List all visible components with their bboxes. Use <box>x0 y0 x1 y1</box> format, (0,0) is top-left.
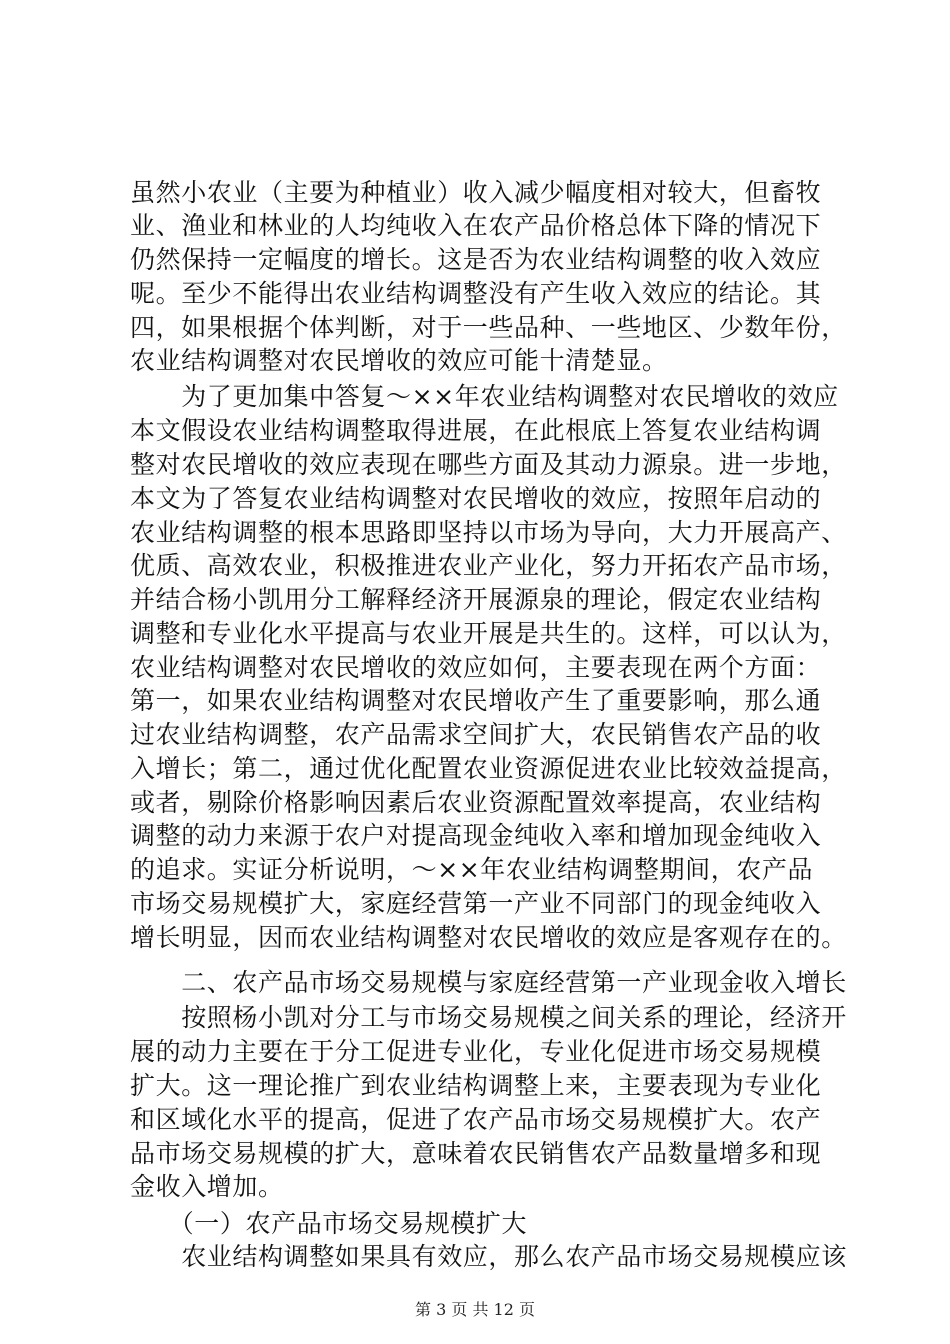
text-line: 仍然保持一定幅度的增长。这是否为农业结构调整的收入效应 <box>130 245 822 274</box>
text-line: 并结合杨小凯用分工解释经济开展源泉的理论，假定农业结构 <box>130 585 822 614</box>
text-line: 四，如果根据个体判断，对于一些品种、一些地区、少数年份， <box>130 313 847 342</box>
text-line: 业、渔业和林业的人均纯收入在农产品价格总体下降的情况下 <box>130 211 822 240</box>
text-line: 市场交易规模扩大，家庭经营第一产业不同部门的现金纯收入 <box>130 889 822 918</box>
text-line: 展的动力主要在于分工促进专业化，专业化促进市场交易规模 <box>130 1037 822 1066</box>
text-line: 农业结构调整如果具有效应，那么农产品市场交易规模应该 <box>130 1242 847 1271</box>
page-footer: 第 3 页 共 12 页 <box>415 1300 535 1319</box>
text-line: 农业结构调整对农民增收的效应可能十清楚显。 <box>130 346 668 375</box>
text-line: 农业结构调整对农民增收的效应如何，主要表现在两个方面： <box>130 653 822 682</box>
text-line: 金收入增加。 <box>130 1172 284 1201</box>
text-line: 本文为了答复农业结构调整对农民增收的效应，按照年启动的 <box>130 484 822 513</box>
text-line: 过农业结构调整，农产品需求空间扩大，农民销售农产品的收 <box>130 720 822 749</box>
text-line: 入增长；第二，通过优化配置农业资源促进农业比较效益提高， <box>130 754 847 783</box>
text-line: 呢。至少不能得出农业结构调整没有产生收入效应的结论。其 <box>130 279 822 308</box>
text-line: 品市场交易规模的扩大，意味着农民销售农产品数量增多和现 <box>130 1139 822 1168</box>
text-line: 本文假设农业结构调整取得进展，在此根底上答复农业结构调 <box>130 416 822 445</box>
text-line: 和区域化水平的提高，促进了农产品市场交易规模扩大。农产 <box>130 1105 822 1134</box>
text-line: 按照杨小凯对分工与市场交易规模之间关系的理论，经济开 <box>130 1003 847 1032</box>
text-line: （一）农产品市场交易规模扩大 <box>130 1209 528 1238</box>
text-line: 增长明显，因而农业结构调整对农民增收的效应是客观存在的。 <box>130 923 847 952</box>
text-line: 二、农产品市场交易规模与家庭经营第一产业现金收入增长 <box>130 968 847 997</box>
text-line: 优质、高效农业，积极推进农业产业化，努力开拓农产品市场， <box>130 551 847 580</box>
text-line: 或者，剔除价格影响因素后农业资源配置效率提高，农业结构 <box>130 788 822 817</box>
text-line: 第一，如果农业结构调整对农民增收产生了重要影响，那么通 <box>130 686 822 715</box>
text-line: 扩大。这一理论推广到农业结构调整上来，主要表现为专业化 <box>130 1071 822 1100</box>
text-line: 为了更加集中答复～××年农业结构调整对农民增收的效应 <box>130 382 839 411</box>
text-line: 农业结构调整的根本思路即坚持以市场为导向，大力开展高产、 <box>130 518 847 547</box>
text-line: 虽然小农业（主要为种植业）收入减少幅度相对较大，但畜牧 <box>130 178 822 207</box>
text-line: 调整的动力来源于农户对提高现金纯收入率和增加现金纯收入 <box>130 821 822 850</box>
text-line: 整对农民增收的效应表现在哪些方面及其动力源泉。进一步地， <box>130 450 847 479</box>
text-line: 调整和专业化水平提高与农业开展是共生的。这样，可以认为， <box>130 619 847 648</box>
text-line: 的追求。实证分析说明，～××年农业结构调整期间，农产品 <box>130 855 814 884</box>
